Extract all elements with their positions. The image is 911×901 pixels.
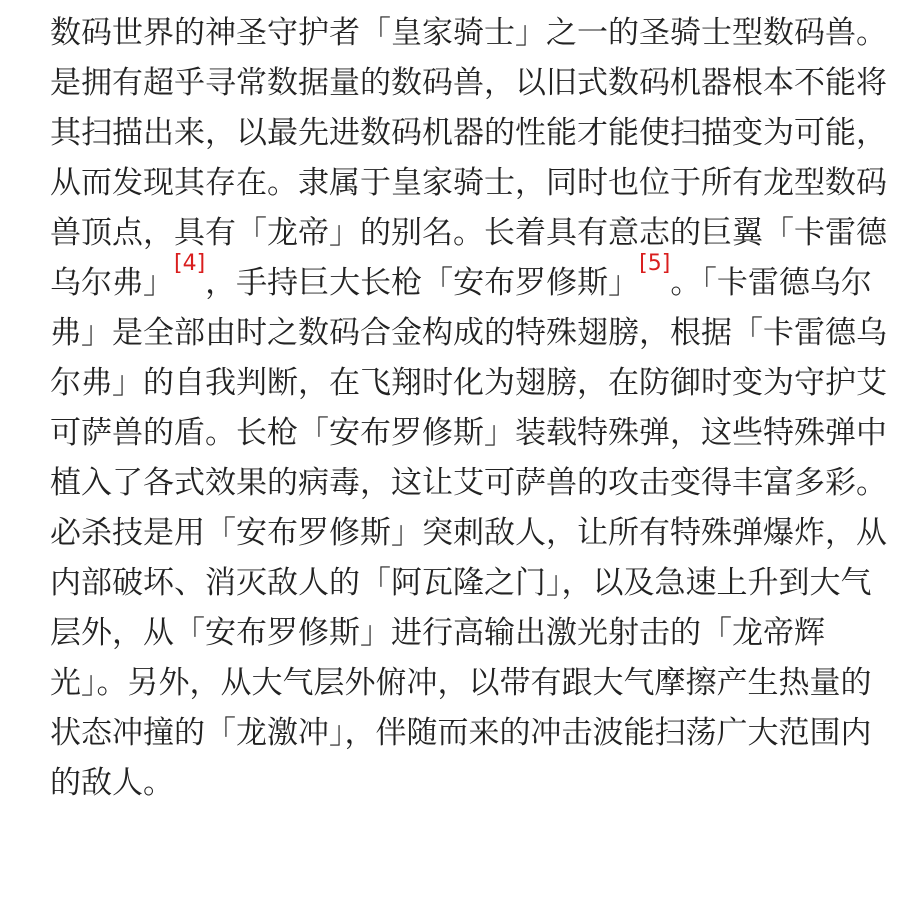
text-line: 内部破坏、消灭敌人的「阿瓦隆之门」，以及急速上升到大气 (50, 565, 872, 601)
text-line: 可萨兽的盾。长枪「安布罗修斯」装载特殊弹，这些特殊弹中 (50, 415, 887, 451)
text-segment: 乌尔弗」 (50, 265, 174, 301)
text-line: 其扫描出来，以最先进数码机器的性能才能使扫描变为可能， (50, 115, 887, 151)
text-segment: ，手持巨大长枪「安布罗修斯」 (205, 265, 640, 301)
text-line: 数码世界的神圣守护者「皇家骑士」之一的圣骑士型数码兽。 (50, 15, 887, 51)
reference-link-4[interactable]: [4] (174, 250, 206, 276)
text-line: 必杀技是用「安布罗修斯」突刺敌人，让所有特殊弹爆炸，从 (50, 515, 887, 551)
reference-link-5[interactable]: [5] (639, 250, 671, 276)
text-line: 弗」是全部由时之数码合金构成的特殊翅膀，根据「卡雷德乌 (50, 315, 887, 351)
text-line-with-references (50, 250, 872, 308)
text-line: 尔弗」的自我判断，在飞翔时化为翅膀，在防御时变为守护艾 (50, 365, 887, 401)
text-line: 光」。另外，从大气层外俯冲，以带有跟大气摩擦产生热量的 (50, 665, 872, 701)
text-segment: 。「卡雷德乌尔 (670, 265, 872, 301)
text-line: 层外，从「安布罗修斯」进行高输出激光射击的「龙帝辉 (50, 615, 825, 651)
text-line: 的敌人。 (50, 765, 174, 801)
text-line: 兽顶点，具有「龙帝」的别名。长着具有意志的巨翼「卡雷德 (50, 215, 887, 251)
text-line: 植入了各式效果的病毒，这让艾可萨兽的攻击变得丰富多彩。 (50, 465, 887, 501)
text-line: 是拥有超乎寻常数据量的数码兽，以旧式数码机器根本不能将 (50, 65, 887, 101)
text-line: 从而发现其存在。隶属于皇家骑士，同时也位于所有龙型数码 (50, 165, 887, 201)
text-line: 状态冲撞的「龙激冲」，伴随而来的冲击波能扫荡广大范围内 (50, 715, 872, 751)
article-text (50, 8, 887, 808)
